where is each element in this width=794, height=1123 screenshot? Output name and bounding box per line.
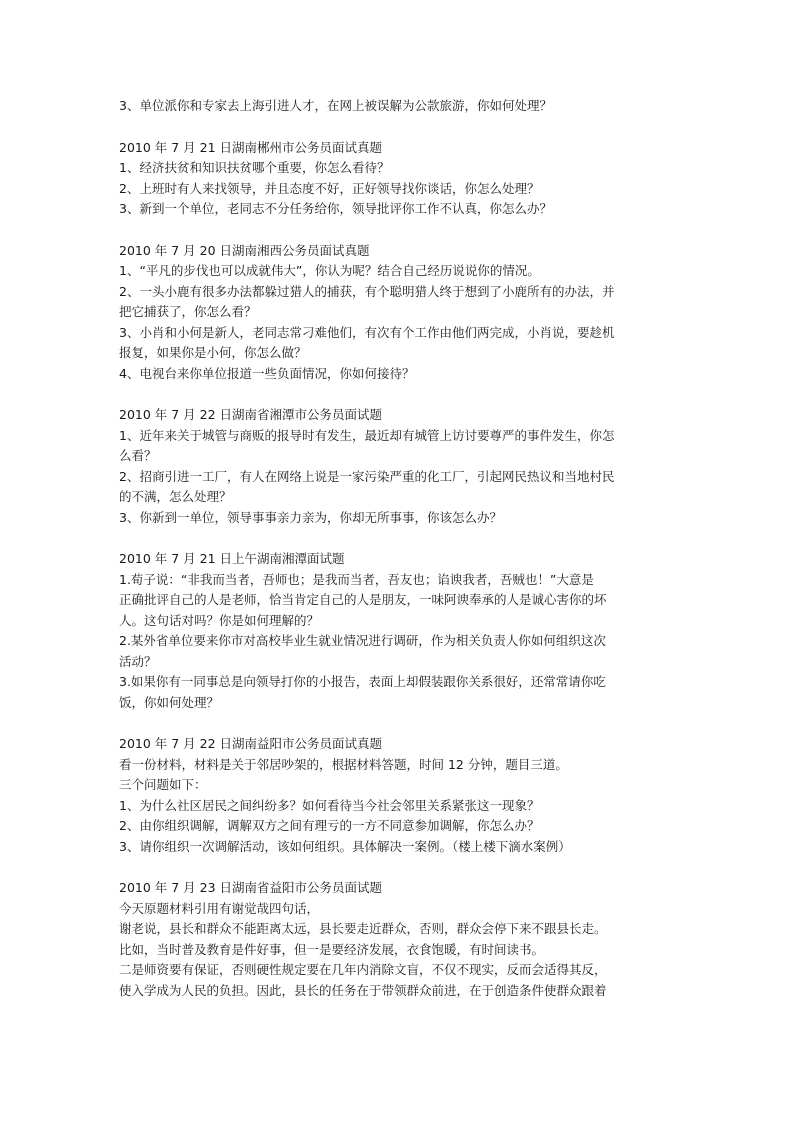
question-line: 2、由你组织调解，调解双方之间有理亏的一方不同意参加调解，你怎么办？ <box>119 818 540 833</box>
section-xiangtan <box>119 405 679 528</box>
body-line: 使入学成为人民的负担。因此，县长的任务在于带领群众前进，在于创造条件使群众跟着 <box>119 982 607 998</box>
section-chenzhou <box>119 138 679 220</box>
question-line: 1、近年来关于城管与商贩的报导时有发生，最近却有城管上访讨要尊严的事件发生，你怎 <box>119 427 615 443</box>
section-title: 2010 年 7 月 22 日湖南省湘潭市公务员面试题 <box>119 407 383 422</box>
question-line: 1、为什么社区居民之间纠纷多？如何看待当今社会邻里关系紧张这一现象？ <box>119 797 540 813</box>
body-line: 今天原题材料引用有谢觉哉四句话， <box>119 900 320 916</box>
body-line: 二是师资要有保证，否则硬性规定要在几年内消除文盲，不仅不现实，反而会适得其反， <box>119 962 607 977</box>
section-yiyang-23 <box>119 878 679 1001</box>
question-line: 3.如果你有一同事总是向领导打你的小报告，表面上却假装跟你关系很好，还常常请你吃 <box>119 674 606 689</box>
question-line: 2、一头小鹿有很多办法都躲过猎人的捕获，有个聪明猎人终于想到了小鹿所有的办法，并 <box>119 283 615 299</box>
question-line: 3、新到一个单位，老同志不分任务给你，领导批评你工作不认真，你怎么办？ <box>119 201 552 216</box>
question-line: 的不满，怎么处理？ <box>119 489 232 504</box>
question-line: 把它捕获了，你怎么看？ <box>119 304 257 319</box>
question-line: 1、“平凡的步伐也可以成就伟大”，你认为呢？结合自己经历说说你的情况。 <box>119 263 540 278</box>
section-title: 2010 年 7 月 21 日湖南郴州市公务员面试真题 <box>119 139 383 155</box>
question-line: 2.某外省单位要来你市对高校毕业生就业情况进行调研，作为相关负责人你如何组织这次 <box>119 633 606 648</box>
question-line: 饭，你如何处理？ <box>119 694 220 710</box>
question-line: 么看？ <box>119 448 157 463</box>
question-line: 2、招商引进一工厂，有人在网络上说是一家污染严重的化工厂，引起网民热议和当地村民 <box>119 468 615 484</box>
question-line: 3、小肖和小何是新人，老同志常刁难他们，有次有个工作由他们两完成，小肖说，要趁机 <box>119 324 615 340</box>
question-line: 人。这句话对吗？你是如何理解的？ <box>119 612 320 628</box>
section-title: 2010 年 7 月 21 日上午湖南湘潭面试题 <box>119 551 345 566</box>
section-xiangxi <box>119 241 679 385</box>
section-title: 2010 年 7 月 20 日湖南湘西公务员面试真题 <box>119 242 370 258</box>
document-page <box>119 96 679 1001</box>
section-title: 2010 年 7 月 22 日湖南益阳市公务员面试真题 <box>119 736 383 751</box>
question-line: 活动？ <box>119 653 157 669</box>
question-line: 2、上班时有人来找领导，并且态度不好，正好领导找你谈话，你怎么处理？ <box>119 180 540 196</box>
section-yiyang <box>119 734 679 857</box>
question-line: 三个问题如下： <box>119 777 207 792</box>
question-line: 3、你新到一单位，领导事事亲力亲为，你却无所事事，你该怎么办？ <box>119 509 502 525</box>
body-line: 比如，当时普及教育是件好事，但一是要经济发展，衣食饱暖，有时间读书。 <box>119 941 545 957</box>
question-line: 3、请你组织一次调解活动，该如何组织。具体解决一案例。（楼上楼下滴水案例） <box>119 838 571 854</box>
question-line: 4、电视台来你单位报道一些负面情况，你如何接待？ <box>119 365 415 381</box>
section-title: 2010 年 7 月 23 日湖南省益阳市公务员面试题 <box>119 880 383 895</box>
question-line: 报复，如果你是小何，你怎么做？ <box>119 345 307 360</box>
question-line: 1、经济扶贫和知识扶贫哪个重要，你怎么看待？ <box>119 160 390 175</box>
question-line: 正确批评自己的人是老师，恰当肯定自己的人是朋友，一味阿谀奉承的人是诚心害你的坏 <box>119 592 607 607</box>
question-line: 1.荀子说：“非我而当者，吾师也；是我而当者，吾友也；谄谀我者，吾贼也！”大意是 <box>119 571 594 587</box>
body-line: 谢老说，县长和群众不能距离太远，县长要走近群众，否则，群众会停下来不跟县长走。 <box>119 921 607 936</box>
section-xiangtan-morning <box>119 549 679 713</box>
question-line: 看一份材料，材料是关于邻居吵架的，根据材料答题，时间 12 分钟，题目三道。 <box>119 756 568 772</box>
intro-question-3: 3、单位派你和专家去上海引进人才，在网上被误解为公款旅游，你如何处理？ <box>119 98 552 113</box>
